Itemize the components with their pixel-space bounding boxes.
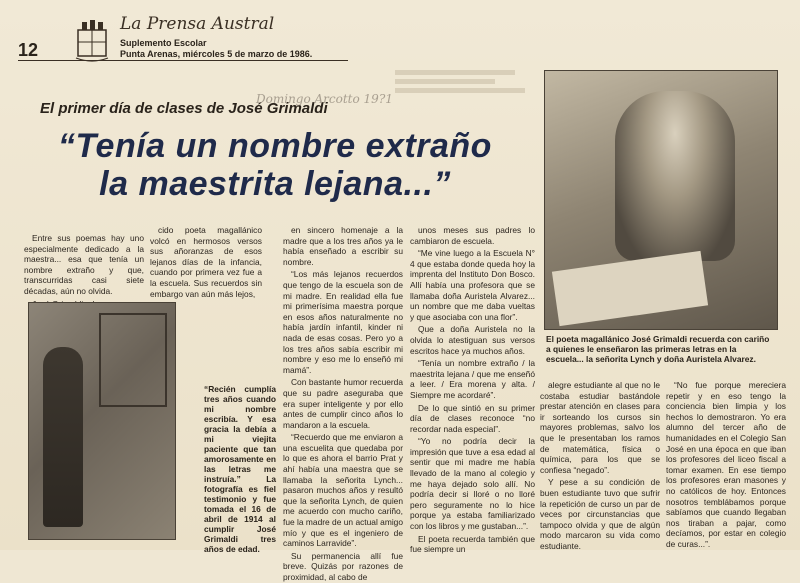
paragraph: El poeta recuerda también que fue siempre un — [410, 533, 535, 555]
article-kicker: El primer día de clases de José Grimaldi — [40, 100, 328, 117]
poet-photo — [544, 70, 778, 330]
paragraph: “No fue porque mereciera repetir y en eso tengo la conciencia bien limpia y los hechos lo demostraron. Yo era alumno del tercer año de humanidades en el Colegio San José en una época en que iban los profesores del liceo fiscal a tomar examen. En ese tiempo los profesores eran masones y no católicos de hoy. Entonces nosotros temblábamos porque sabíamos que cuando llegaban nos tiraban a pajar, como decíamos, por estar en colegio de curas...”. — [666, 380, 786, 549]
paragraph: en sincero homenaje a la madre que a los tres años ya le había enseñado a escribir su nombre. — [283, 225, 403, 267]
coat-of-arms-icon — [72, 18, 112, 62]
handwritten-annotation: Domingo Arcotto 19?1 — [256, 92, 393, 106]
paragraph: unos meses sus padres lo cambiaron de escuela. — [410, 225, 535, 246]
paragraph: Que a doña Auristela no la olvida lo atestiguan sus versos escritos hace ya muchos años. — [410, 324, 535, 356]
paragraph: “Los más lejanos recuerdos que tengo de la escuela son de mi madre. En realidad ella fue mi primerísima maestra porque en esos años naturalmente no había jardín infantil, kinder ni nada de esas cosas. Pero yo a los tres años sabía escribir mi nombre y eso me lo enseñó mi mamá”. — [283, 269, 403, 375]
text-column-4 — [410, 225, 535, 555]
paragraph: “Recuerdo que me enviaron a una escuelita que quedaba por lo que es ahora el barrio Prat y ahí había una maestra que se llamaba la señorita Lynch... pasaron muchos años y resultó que la señorita Lynch, de quien me acuerdo con mucho cariño, fue la madre de un actual amigo mío y que es el ingeniero de caminos Larravide”. — [283, 432, 403, 549]
paragraph: De lo que sintió en su primer día de clases reconoce “no recordar nada especial”. — [410, 402, 535, 434]
supplement-info — [120, 38, 312, 60]
paragraph: alegre estudiante al que no le costaba estudiar bastándole prestar atención en clases para ir sorteando los cursos sin mayores problemas, salvo los que le presentaban los ramos de matemática, física o química, para los que se confiesa “negado”. — [540, 380, 660, 475]
headline-line-1: “Tenía un nombre extraño — [58, 127, 492, 165]
text-column-5 — [540, 380, 660, 551]
text-column-2 — [150, 225, 262, 298]
paragraph: Y pese a su condición de buen estudiante tuvo que sufrir la repetición de curso un par de veces por circunstancias que tampoco olvida y que de algún modo marcaron su vida como estudiante. — [540, 477, 660, 551]
picture-frame — [99, 313, 167, 407]
paragraph: “Me vine luego a la Escuela N° 4 que estaba donde queda hoy la imprenta del Instituto Don Bosco. Allí había una profesora que se llamaba doña Auristela Alvarez... un nombre que me daba vueltas y que asociaba con una flor”. — [410, 248, 535, 322]
paragraph: Entre sus poemas hay uno especialmente dedicado a la maestra... esa que tenía un nombre extraño y que, transcurridas casi siete décadas, aún no olvida. — [24, 233, 144, 296]
page-number: 12 — [18, 40, 39, 60]
article-headline — [40, 127, 510, 203]
headline-line-2: la maestrita lejana...” — [99, 165, 451, 203]
header-rule — [18, 60, 348, 61]
place-date: Punta Arenas, miércoles 5 de marzo de 1986. — [120, 49, 313, 59]
boy-figure — [43, 347, 83, 527]
paragraph: cido poeta magallánico volcó en hermosos versos sus añoranzas de esos lejanos días de la infancia, cuando por primera vez fue a la escuela. Sus recuerdos sin embargo van aún más lejos, — [150, 225, 262, 299]
masthead: La Prensa Austral — [120, 14, 275, 34]
reverse-page-bleed — [395, 66, 535, 106]
text-column-1 — [24, 233, 144, 298]
desk-papers — [552, 251, 708, 326]
poem-excerpt: “Tenía un nombre extraño / la maestrita lejana / que me enseñó a leer. / Era morena y alta. / Siempre me acordaré”. — [410, 358, 535, 400]
photo-caption-left: “Recién cumplía tres años cuando mi nombre escribía. Y esa gracia la debía a mi viejita paciente que tan amorosamente en las letras me instruía.” La fotografía es fiel testimonio y fue tomada el 16 de abril de 1914 al cumplir José Grimaldi tres años de edad. — [204, 384, 276, 554]
childhood-photo — [28, 302, 176, 540]
paragraph: Su permanencia allí fue breve. Quizás por razones de proximidad, al cabo de — [283, 550, 403, 582]
text-column-6 — [666, 380, 786, 549]
paragraph: “Yo no podría decir la impresión que tuve a esa edad al sentir que mi madre me había llevado de la mano al colegio y me haya dejado solo allí. No podría decir si lloré o no lloré pero seguramente no lo hice porque ya estaba familiarizado con los libros y me gustaban...”. — [410, 436, 535, 532]
paragraph: Con bastante humor recuerda que su padre aseguraba que era super inteligente y por ello antes de cumplir cinco años lo mandaron a la escuela. — [283, 377, 403, 430]
poet-figure — [615, 91, 735, 261]
text-column-3 — [283, 225, 403, 582]
supplement-title: Suplemento Escolar — [120, 38, 207, 48]
photo-caption-right: El poeta magallánico José Grimaldi recuerda con cariño a quienes le enseñaron las primeras letras en la escuela... la señorita Lynch y doña Auristela Alvarez. — [546, 334, 770, 364]
